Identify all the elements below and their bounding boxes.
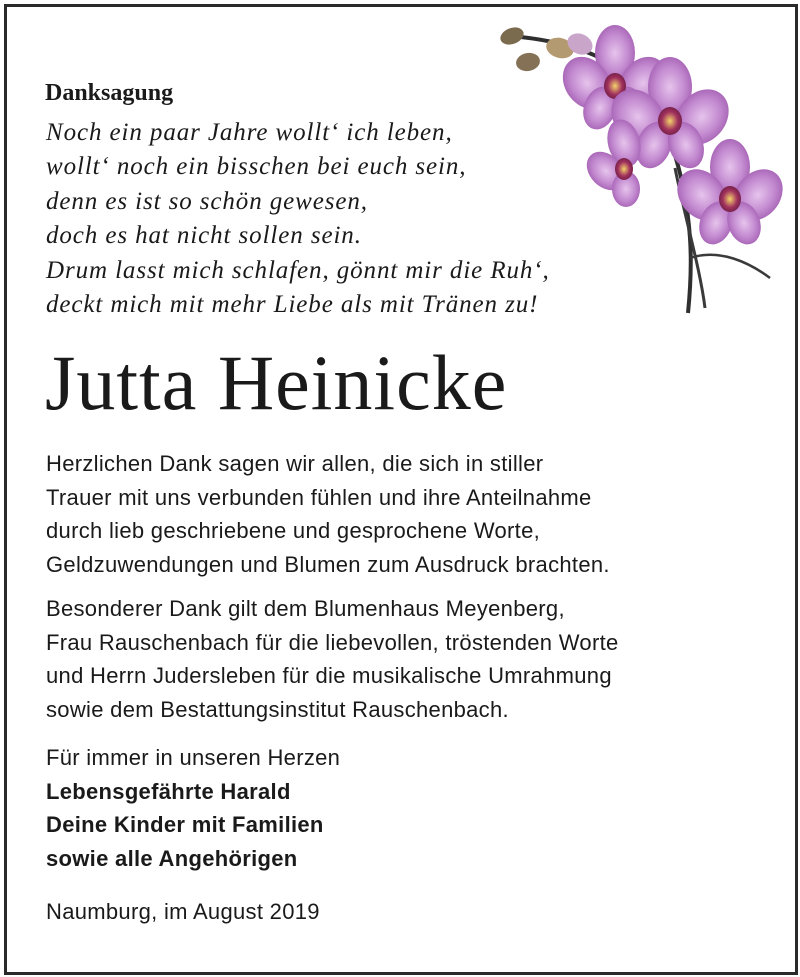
signatory: Deine Kinder mit Familien	[46, 812, 324, 837]
thanks-paragraph	[46, 447, 610, 581]
poem-line: deckt mich mit mehr Liebe als mit Tränen zu!	[46, 291, 539, 319]
poem-line: denn es ist so schön gewesen,	[46, 187, 368, 215]
place-date: Naumburg, im August 2019	[46, 899, 320, 924]
paragraph-line: Trauer mit uns verbunden fühlen und ihre Anteilnahme	[46, 484, 592, 510]
poem-line: Noch ein paar Jahre wollt‘ ich leben,	[46, 119, 453, 146]
poem	[46, 116, 550, 322]
closing-line: Für immer in unseren Herzen	[46, 745, 341, 770]
deceased-name: Jutta Heinicke	[45, 339, 508, 426]
orchid-flower-icon	[490, 18, 790, 318]
paragraph-line: Geldzuwendungen und Blumen zum Ausdruck brachten.	[46, 551, 610, 577]
paragraph-line: Frau Rauschenbach für die liebevollen, tröstenden Worte	[46, 629, 619, 655]
signatory: sowie alle Angehörigen	[46, 845, 298, 871]
paragraph-line: sowie dem Bestattungsinstitut Rauschenbach.	[46, 696, 509, 722]
signatory: Lebensgefährte Harald	[46, 778, 291, 804]
poem-line: doch es hat nicht sollen sein.	[46, 222, 362, 250]
poem-line: Drum lasst mich schlafen, gönnt mir die Ruh‘,	[46, 256, 550, 284]
paragraph-line: durch lieb geschriebene und gesprochene Worte,	[46, 518, 541, 543]
paragraph-line: Besonderer Dank gilt dem Blumenhaus Meyenberg,	[46, 596, 565, 621]
paragraph-line: und Herrn Judersleben für die musikalische Umrahmung	[46, 663, 612, 688]
poem-line: wollt‘ noch ein bisschen bei euch sein,	[46, 153, 467, 181]
special-thanks-paragraph	[46, 592, 619, 726]
notice-heading: Danksagung	[45, 80, 174, 106]
paragraph-line: Herzlichen Dank sagen wir allen, die sich in stiller	[46, 451, 544, 476]
closing-block	[46, 741, 340, 875]
